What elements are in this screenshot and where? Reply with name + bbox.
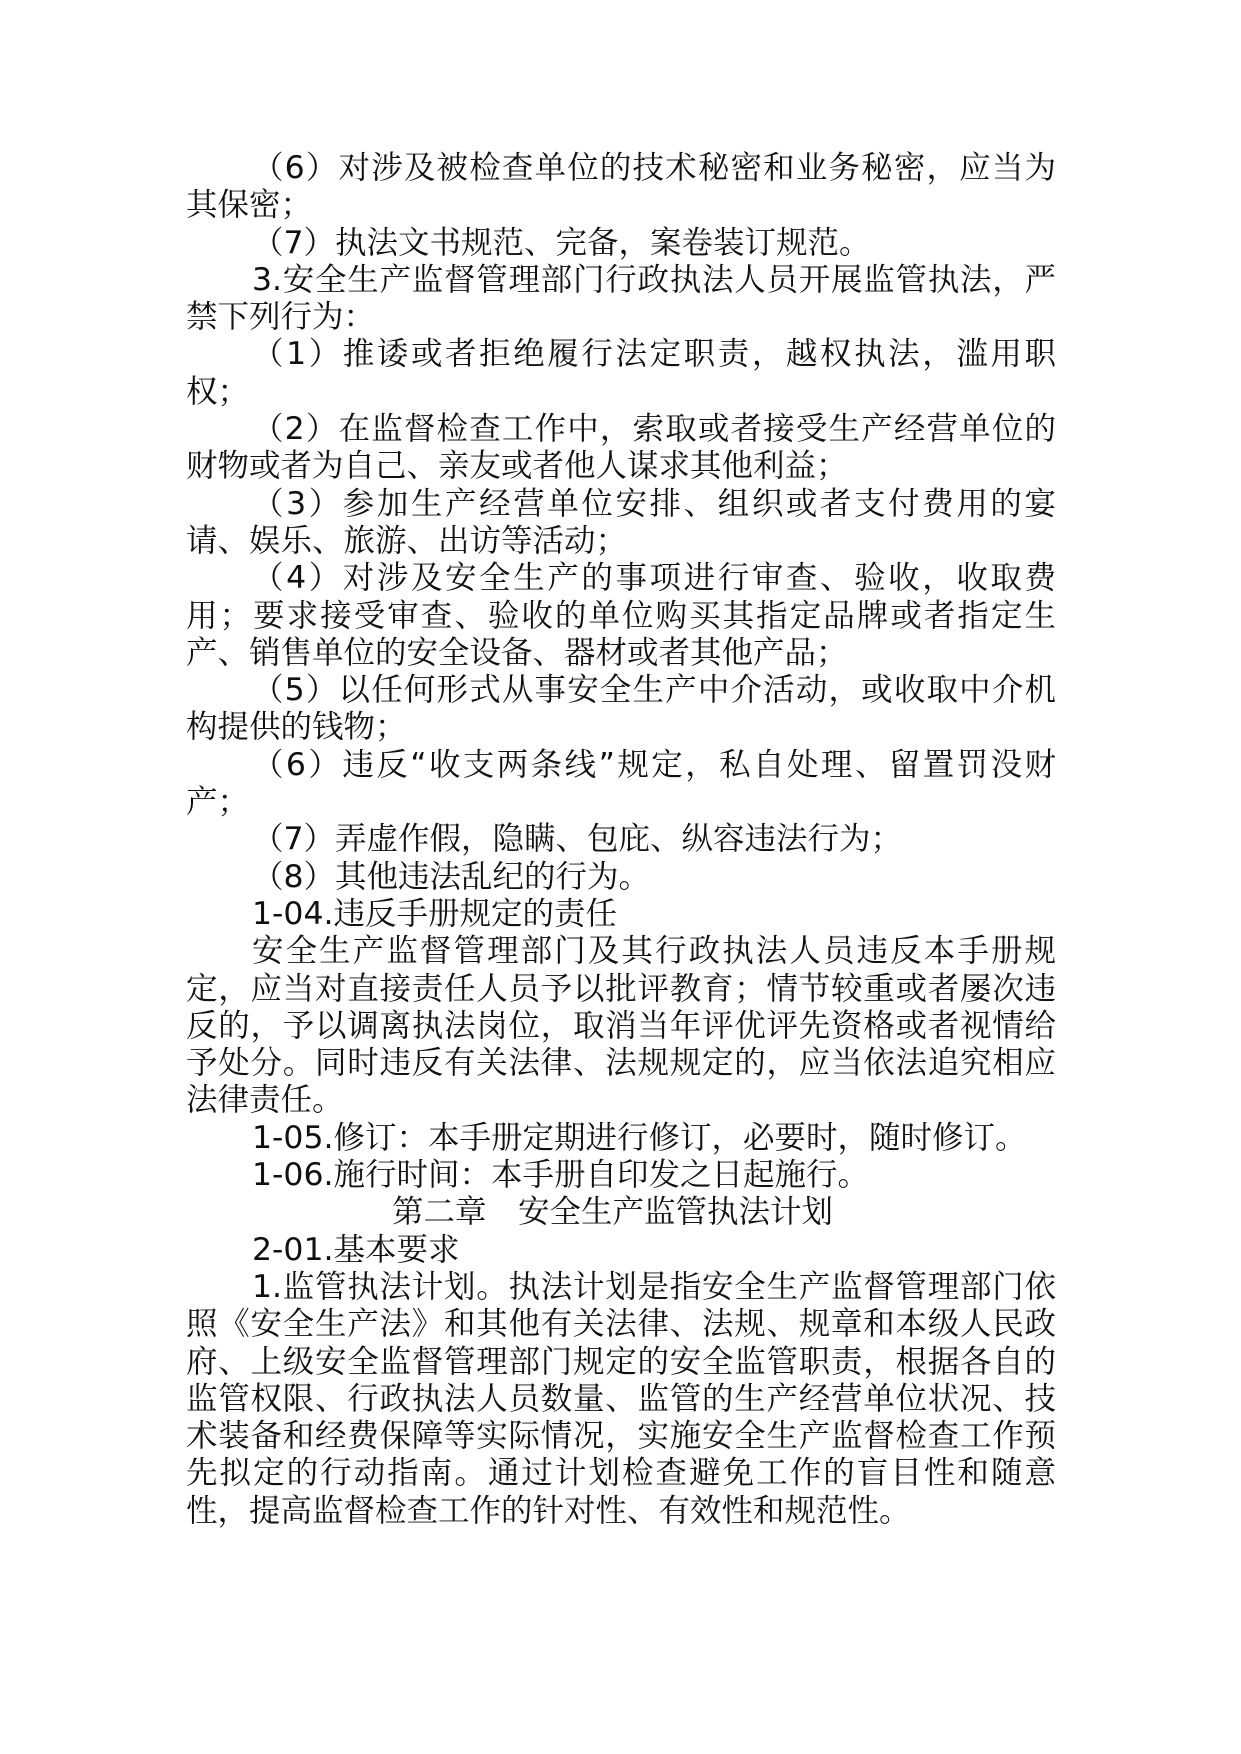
paragraph-enforcement-plan: 1.监管执法计划。执法计划是指安全生产监督管理部门依照《安全生产法》和其他有关法律、法规、规章和本级人民政府、上级安全监督管理部门规定的安全监管职责，根据各自的监管权限、行政执法人员数量、监管的生产经营单位状况、技术装备和经费保障等实际情况，实施安全生产监督检查工作预先拟定的行动指南。通过计划检查避免工作的盲目性和随意性，提高监督检查工作的针对性、有效性和规范性。 <box>186 1268 1056 1529</box>
paragraph-responsibility: 安全生产监督管理部门及其行政执法人员违反本手册规定，应当对直接责任人员予以批评教育；情节较重或者屡次违反的，予以调离执法岗位，取消当年评优评先资格或者视情给予处分。同时违反有关法律、法规规定的，应当依法追究相应法律责任。 <box>186 933 1056 1119</box>
paragraph-prohibited-8: （8）其他违法乱纪的行为。 <box>252 858 651 895</box>
chapter-title: 第二章 安全生产监管执法计划 <box>392 1194 834 1231</box>
paragraph-prohibited-6: （6）违反“收支两条线”规定，私自处理、留置罚没财产； <box>186 746 1056 821</box>
section-1-05-revision: 1-05.修订：本手册定期进行修订，必要时，随时修订。 <box>252 1119 1027 1156</box>
paragraph-prohibited-4: （4）对涉及安全生产的事项进行审查、验收，收取费用；要求接受审查、验收的单位购买其指定品牌或者指定生产、销售单位的安全设备、器材或者其他产品； <box>186 560 1056 671</box>
paragraph-prohibited-2: （2）在监督检查工作中，索取或者接受生产经营单位的财物或者为自己、亲友或者他人谋求其他利益； <box>186 411 1056 485</box>
section-1-06-effective-date: 1-06.施行时间：本手册自印发之日起施行。 <box>252 1157 870 1194</box>
section-heading-1-04: 1-04.违反手册规定的责任 <box>252 895 618 932</box>
paragraph-prohibited-3: （3）参加生产经营单位安排、组织或者支付费用的宴请、娱乐、旅游、出访等活动； <box>186 485 1056 559</box>
section-heading-2-01: 2-01.基本要求 <box>252 1231 460 1268</box>
paragraph-section-3-prohibited: 3.安全生产监督管理部门行政执法人员开展监管执法，严禁下列行为： <box>186 261 1056 336</box>
paragraph-prohibited-7: （7）弄虚作假，隐瞒、包庇、纵容违法行为； <box>252 821 903 858</box>
paragraph-prohibited-5: （5）以任何形式从事安全生产中介活动，或收取中介机构提供的钱物； <box>186 672 1056 746</box>
document-page <box>186 0 1056 1530</box>
paragraph-item-7-documents: （7）执法文书规范、完备，案卷装订规范。 <box>252 224 871 261</box>
paragraph-prohibited-1: （1）推诿或者拒绝履行法定职责，越权执法，滥用职权； <box>186 336 1056 410</box>
paragraph-item-6-confidentiality: （6）对涉及被检查单位的技术秘密和业务秘密，应当为其保密； <box>186 150 1056 224</box>
